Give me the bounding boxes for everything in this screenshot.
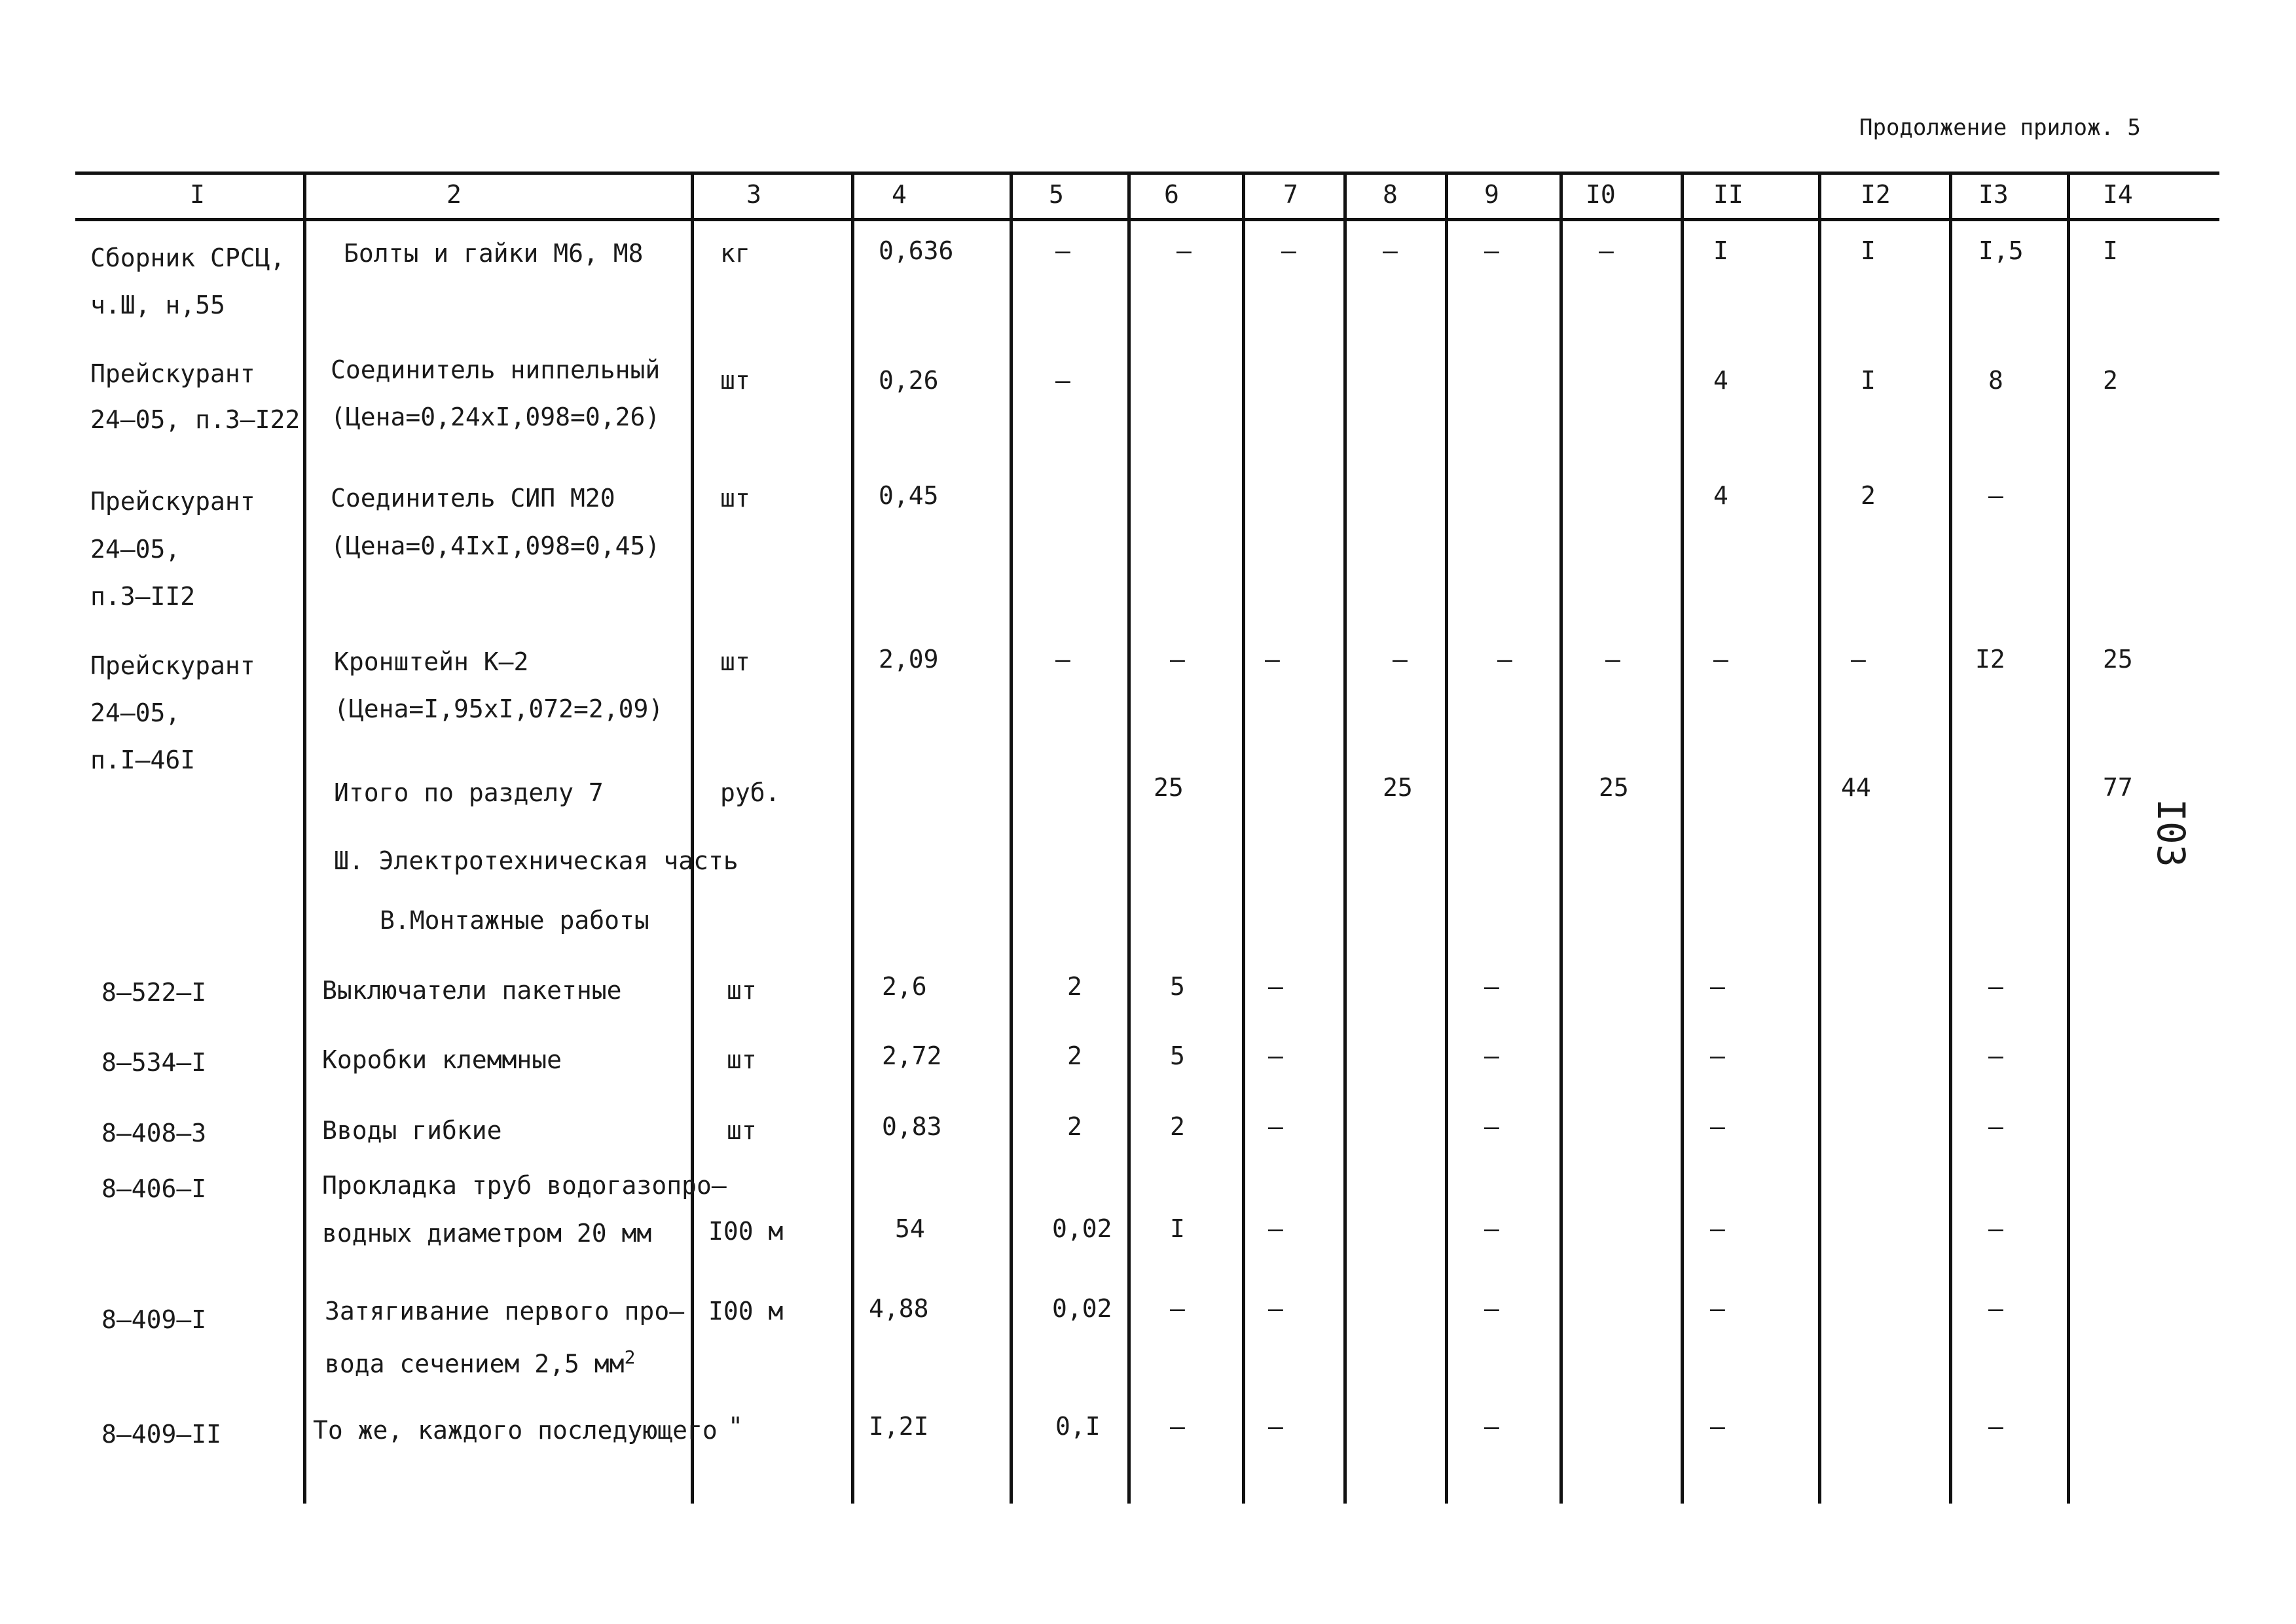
r5-item: Выключатели пакетные — [322, 976, 622, 1005]
r1-c6: – — [1176, 236, 1192, 265]
r2-source-line1: Прейскурант — [90, 359, 255, 388]
r10-c9: – — [1484, 1412, 1499, 1441]
r1-c12: I — [1861, 236, 1876, 265]
r1-c13: I,5 — [1978, 236, 2024, 265]
r3-c11: 4 — [1713, 481, 1728, 510]
total-c8: 25 — [1383, 773, 1413, 802]
r5-c11: – — [1710, 972, 1725, 1001]
r9-c11: – — [1710, 1294, 1725, 1323]
total-c10: 25 — [1599, 773, 1629, 802]
col-sep-10 — [1681, 171, 1684, 1504]
r10-item: То же, каждого последующего — [313, 1416, 718, 1445]
r9-c7: – — [1268, 1294, 1283, 1323]
total-c12: 44 — [1841, 773, 1871, 802]
r9-item-line2 — [325, 1348, 635, 1377]
col-header-6: 6 — [1164, 180, 1179, 209]
col-header-1: I — [190, 180, 205, 209]
r7-c4: 0,83 — [882, 1112, 942, 1141]
r4-unit: шт — [720, 647, 750, 676]
r9-item-line1: Затягивание первого про– — [325, 1297, 685, 1326]
r10-c7: – — [1268, 1412, 1283, 1441]
r6-c6: 5 — [1170, 1041, 1185, 1070]
r1-c7: – — [1281, 236, 1296, 265]
r6-item: Коробки клеммные — [322, 1045, 562, 1074]
r10-c4: I,2I — [869, 1412, 929, 1441]
r8-c11: – — [1710, 1214, 1725, 1243]
r4-c10: – — [1605, 645, 1620, 674]
r9-item-line2-text: вода сечением 2,5 мм — [325, 1349, 625, 1379]
r4-c4: 2,09 — [879, 645, 939, 674]
r7-c13: – — [1988, 1112, 2003, 1141]
r9-c13: – — [1988, 1294, 2003, 1323]
subsection-heading: В.Монтажные работы — [380, 906, 649, 935]
r7-c6: 2 — [1170, 1112, 1185, 1141]
r7-item: Вводы гибкие — [322, 1116, 502, 1145]
r5-unit: шт — [727, 976, 757, 1005]
r9-c6: – — [1170, 1294, 1185, 1323]
r10-unit: " — [728, 1412, 743, 1441]
r10-c13: – — [1988, 1412, 2003, 1441]
r1-c5: – — [1055, 236, 1070, 265]
r6-c11: – — [1710, 1041, 1725, 1070]
r5-c4: 2,6 — [882, 972, 927, 1001]
col-sep-3 — [851, 171, 854, 1504]
r1-unit: кг — [720, 239, 750, 268]
col-sep-5 — [1127, 171, 1131, 1504]
total-label: Итого по разделу 7 — [334, 778, 604, 807]
r4-item-line1: Кронштейн К–2 — [334, 647, 529, 676]
r10-c6: – — [1170, 1412, 1185, 1441]
r7-unit: шт — [727, 1116, 757, 1145]
continuation-caption: Продолжение прилож. 5 — [1859, 115, 2141, 141]
col-header-14: I4 — [2103, 180, 2133, 209]
r4-c7: – — [1265, 645, 1280, 674]
col-header-7: 7 — [1283, 180, 1298, 209]
r4-c8: – — [1393, 645, 1408, 674]
col-sep-9 — [1559, 171, 1563, 1504]
r2-c13: 8 — [1988, 366, 2003, 395]
r1-source-line2: ч.Ш, н,55 — [90, 291, 225, 319]
col-header-9: 9 — [1484, 180, 1499, 209]
r6-c9: – — [1484, 1041, 1499, 1070]
col-header-2: 2 — [446, 180, 462, 209]
col-header-3: 3 — [746, 180, 761, 209]
r8-c7: – — [1268, 1214, 1283, 1243]
col-header-4: 4 — [892, 180, 907, 209]
r1-c14: I — [2103, 236, 2118, 265]
r7-c7: – — [1268, 1112, 1283, 1141]
r5-c13: – — [1988, 972, 2003, 1001]
r6-unit: шт — [727, 1045, 757, 1074]
r9-unit: I00 м — [708, 1297, 784, 1326]
total-c6: 25 — [1154, 773, 1184, 802]
r3-item-line2: (Цена=0,4IхI,098=0,45) — [331, 532, 661, 560]
r9-c4: 4,88 — [869, 1294, 929, 1323]
r8-c13: – — [1988, 1214, 2003, 1243]
col-sep-2 — [691, 171, 694, 1504]
col-sep-13 — [2067, 171, 2070, 1504]
r4-c5: – — [1055, 645, 1070, 674]
r3-c12: 2 — [1861, 481, 1876, 510]
r2-unit: шт — [720, 366, 750, 395]
r9-code: 8–409–I — [101, 1305, 207, 1334]
r3-c13: – — [1988, 481, 2003, 510]
r4-c14: 25 — [2103, 645, 2133, 674]
r3-source-line3: п.3–II2 — [90, 582, 196, 611]
col-sep-12 — [1949, 171, 1952, 1504]
col-sep-7 — [1343, 171, 1347, 1504]
r8-c5: 0,02 — [1052, 1214, 1112, 1243]
col-header-12: I2 — [1861, 180, 1891, 209]
r1-c10: – — [1599, 236, 1614, 265]
r2-source-line2: 24–05, п.3–I22 — [90, 405, 301, 434]
r6-c7: – — [1268, 1041, 1283, 1070]
r4-c13: I2 — [1975, 645, 2005, 674]
r1-c11: I — [1713, 236, 1728, 265]
r7-c5: 2 — [1067, 1112, 1082, 1141]
r4-c12: – — [1851, 645, 1866, 674]
col-header-8: 8 — [1383, 180, 1398, 209]
r2-c5: – — [1055, 366, 1070, 395]
r2-c4: 0,26 — [879, 366, 939, 395]
r4-source-line2: 24–05, — [90, 698, 181, 727]
r8-c4: 54 — [895, 1214, 925, 1243]
r2-c14: 2 — [2103, 366, 2118, 395]
r1-source-line1: Сборник СРСЦ, — [90, 244, 285, 272]
r8-item-line2: водных диаметром 20 мм — [322, 1219, 652, 1248]
col-sep-1 — [303, 171, 306, 1504]
r1-c4: 0,636 — [879, 236, 954, 265]
r3-source-line1: Прейскурант — [90, 487, 255, 516]
r9-c9: – — [1484, 1294, 1499, 1323]
section-heading: Ш. Электротехническая часть — [334, 846, 738, 875]
r2-c11: 4 — [1713, 366, 1728, 395]
col-sep-8 — [1445, 171, 1448, 1504]
r2-item-line2: (Цена=0,24хI,098=0,26) — [331, 403, 661, 431]
r1-item: Болты и гайки М6, М8 — [344, 239, 644, 268]
r4-item-line2: (Цена=I,95хI,072=2,09) — [334, 695, 664, 723]
r3-item-line1: Соединитель СИП М20 — [331, 484, 615, 513]
r5-code: 8–522–I — [101, 978, 207, 1007]
r5-c6: 5 — [1170, 972, 1185, 1001]
col-header-5: 5 — [1049, 180, 1064, 209]
table-top-rule — [75, 171, 2219, 175]
r3-source-line2: 24–05, — [90, 535, 181, 564]
r4-source-line3: п.I–46I — [90, 746, 196, 774]
r10-code: 8–409–II — [101, 1420, 222, 1449]
r6-c5: 2 — [1067, 1041, 1082, 1070]
r3-c4: 0,45 — [879, 481, 939, 510]
r9-c5: 0,02 — [1052, 1294, 1112, 1323]
total-unit: руб. — [720, 778, 780, 807]
r5-c7: – — [1268, 972, 1283, 1001]
r2-c12: I — [1861, 366, 1876, 395]
col-sep-11 — [1818, 171, 1821, 1504]
r8-c6: I — [1170, 1214, 1185, 1243]
r7-c9: – — [1484, 1112, 1499, 1141]
r1-c9: – — [1484, 236, 1499, 265]
col-sep-4 — [1010, 171, 1013, 1504]
r6-code: 8–534–I — [101, 1048, 207, 1077]
col-header-10: I0 — [1586, 180, 1616, 209]
r8-c9: – — [1484, 1214, 1499, 1243]
col-sep-6 — [1242, 171, 1245, 1504]
r8-code: 8–406–I — [101, 1174, 207, 1203]
r7-c11: – — [1710, 1112, 1725, 1141]
r6-c4: 2,72 — [882, 1041, 942, 1070]
r5-c5: 2 — [1067, 972, 1082, 1001]
total-c14: 77 — [2103, 773, 2133, 802]
r4-c11: – — [1713, 645, 1728, 674]
r4-c6: – — [1170, 645, 1185, 674]
r8-item-line1: Прокладка труб водогазопро– — [322, 1171, 727, 1200]
col-header-11: II — [1713, 180, 1743, 209]
page-number: I03 — [2149, 799, 2193, 867]
header-bottom-rule — [75, 218, 2219, 221]
r1-c8: – — [1383, 236, 1398, 265]
r7-code: 8–408–3 — [101, 1119, 207, 1147]
col-header-13: I3 — [1978, 180, 2009, 209]
r4-source-line1: Прейскурант — [90, 651, 255, 680]
r2-item-line1: Соединитель ниппельный — [331, 355, 661, 384]
r5-c9: – — [1484, 972, 1499, 1001]
r4-c9: – — [1497, 645, 1512, 674]
r8-unit: I00 м — [708, 1217, 784, 1246]
r9-superscript: 2 — [624, 1346, 636, 1368]
r10-c11: – — [1710, 1412, 1725, 1441]
r10-c5: 0,I — [1055, 1412, 1101, 1441]
r6-c13: – — [1988, 1041, 2003, 1070]
r3-unit: шт — [720, 484, 750, 513]
